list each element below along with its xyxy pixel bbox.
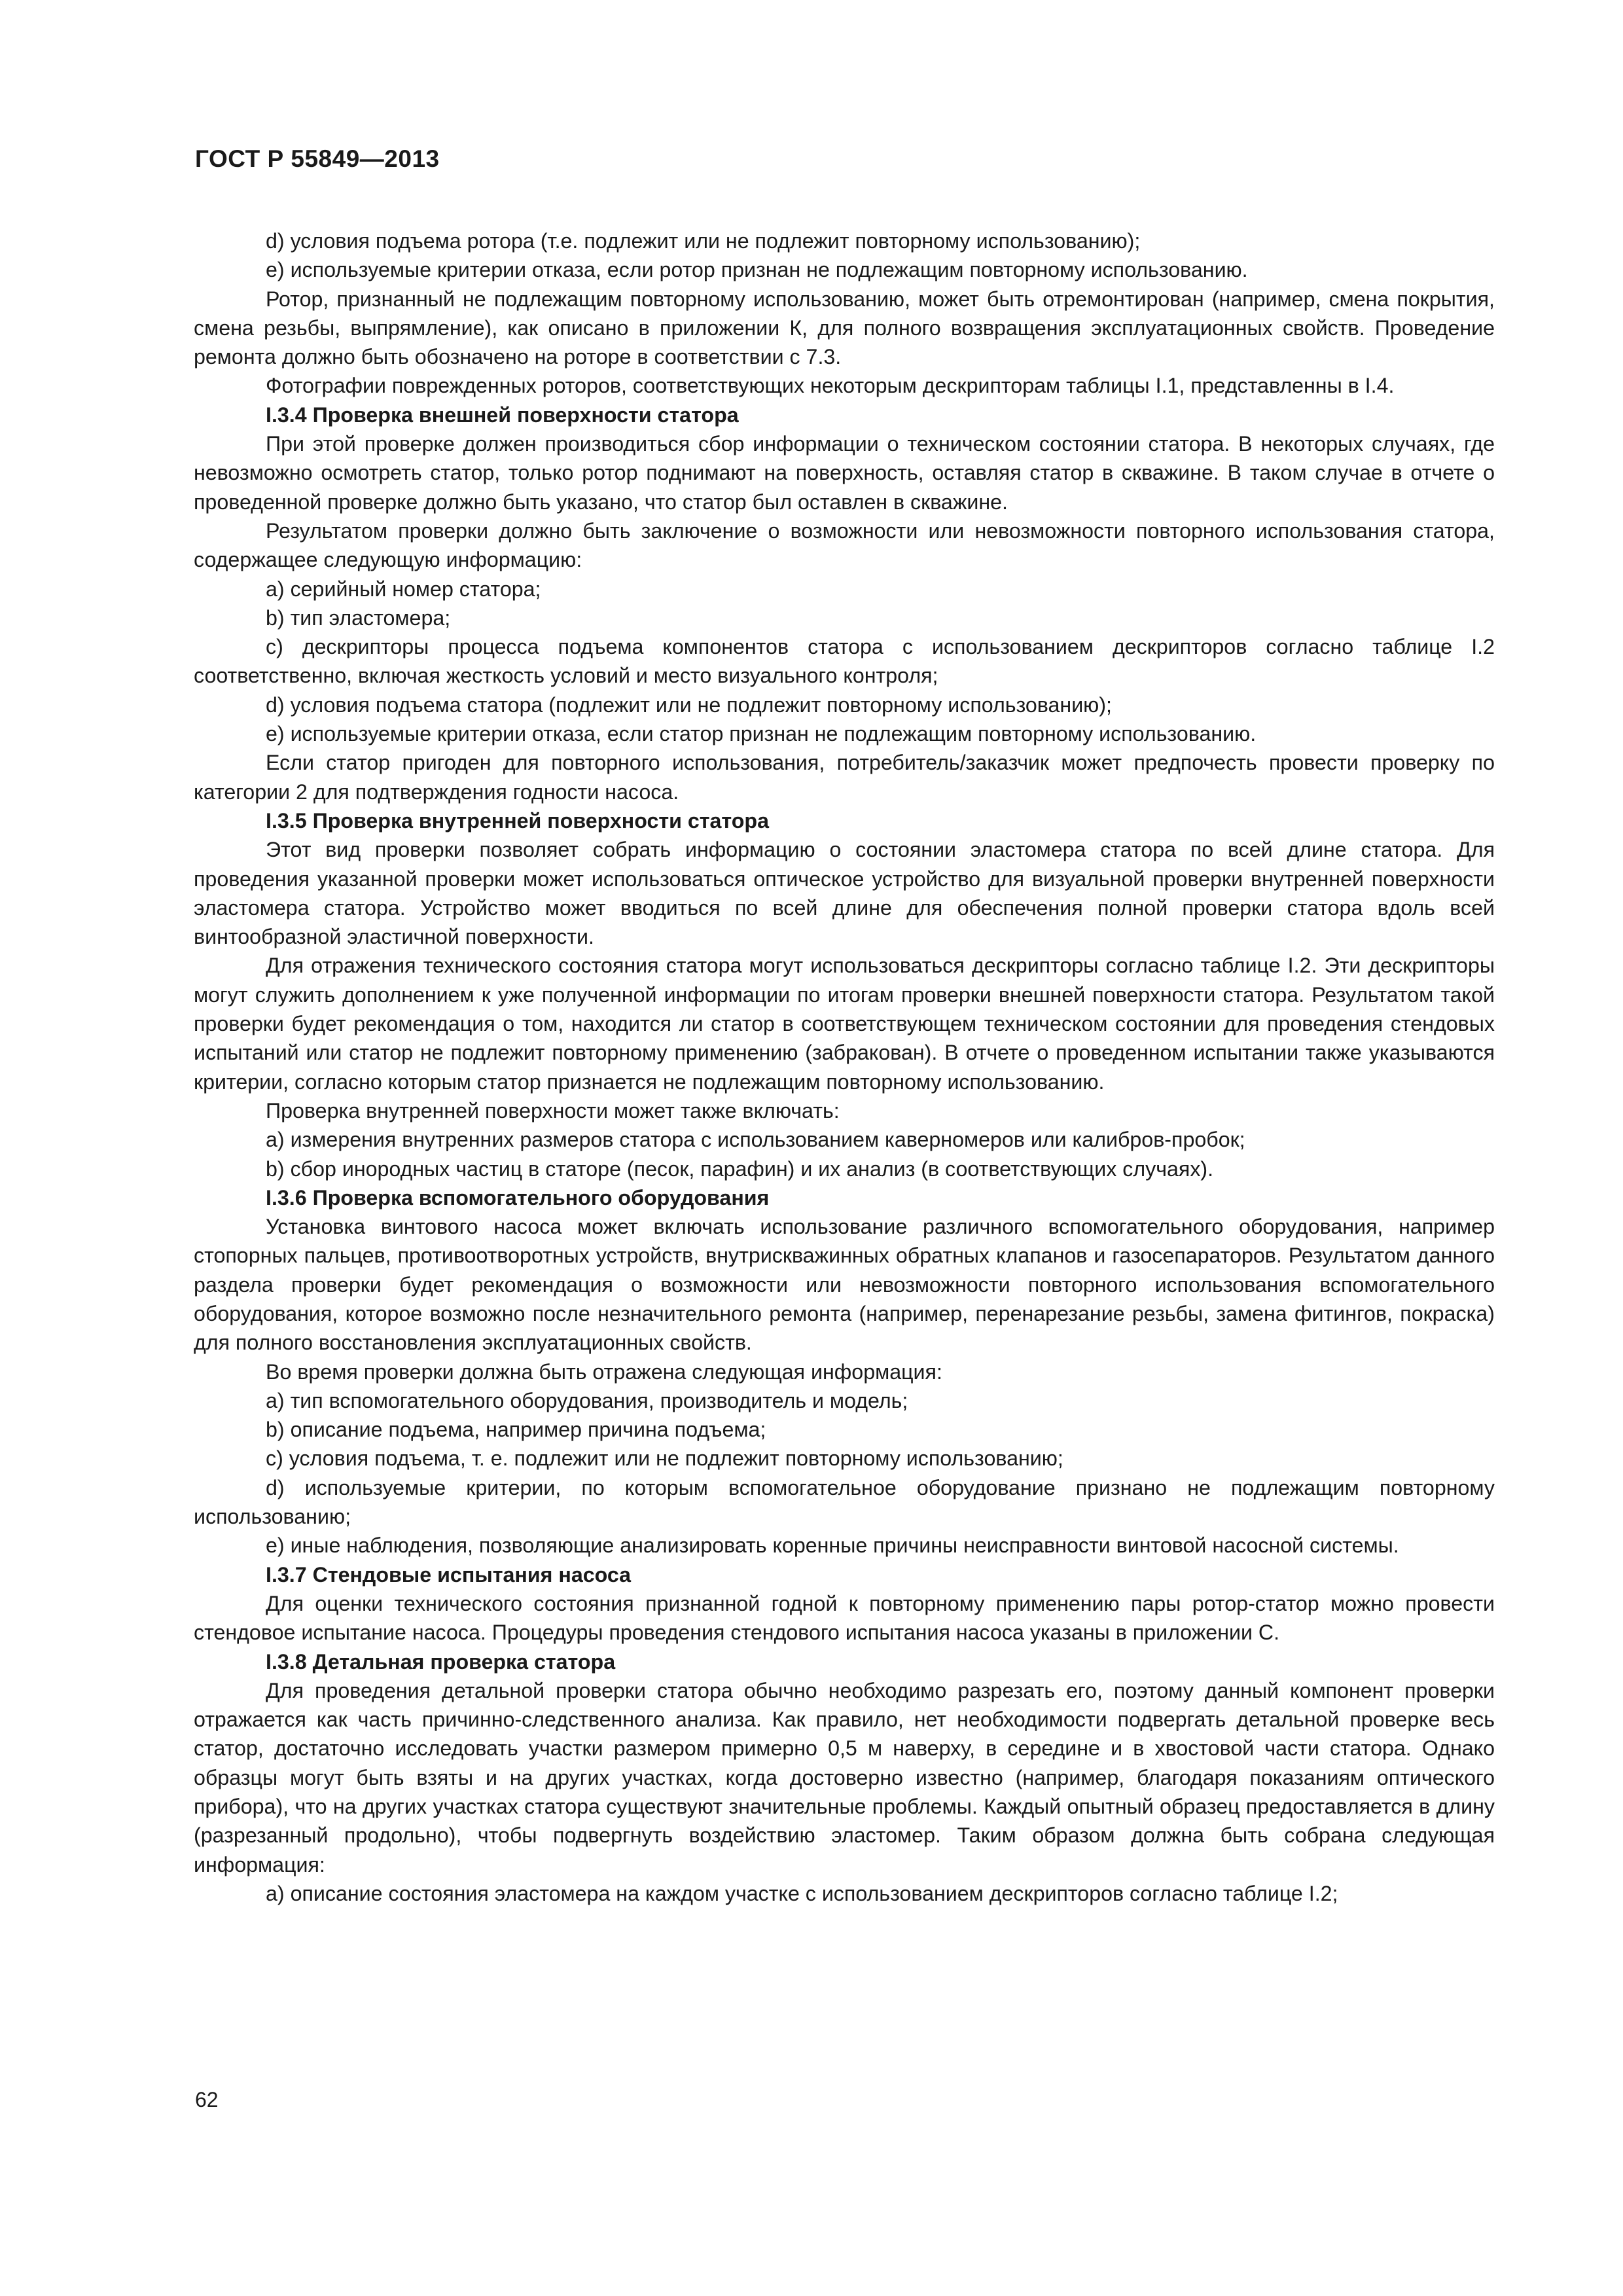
paragraph: Этот вид проверки позволяет собрать информацию о состоянии эластомера статора по всей длине статора. Для проведения указанной проверки может использоваться оптическое устройство для визуальной проверки внутренней поверхности эластомера статора. Устройство может вводиться по всей длине для обеспечения полной проверки статора вдоль всей винтообразной эластичной поверхности. xyxy=(194,838,1495,949)
paragraph: c) условия подъема, т. е. подлежит или не подлежит повторному использованию; xyxy=(266,1446,1063,1471)
standard-header: ГОСТ Р 55849—2013 xyxy=(195,145,440,172)
paragraph: Для проведения детальной проверки статора обычно необходимо разрезать его, поэтому данный компонент проверки отражается как часть причинно-следственного анализа. Как правило, нет необходимости подвергать детальной проверке весь статор, достаточно исследовать участки размером примерно 0,5 м наверху, в середине и в хвостовой части статора. Однако образцы могут быть взяты и на других участках, когда достоверно известно (например, благодаря показаниям оптического прибора), что на других участках статора существуют значительные проблемы. Каждый опытный образец предоставляется в длину (разрезанный продольно), чтобы подвергнуть воздействию эластомер. Таким образом должна быть собрана следующая информация: xyxy=(194,1678,1495,1876)
paragraph: d) используемые критерии, по которым вспомогательное оборудование признано не подлежащим повторному использованию; xyxy=(194,1475,1495,1529)
paragraph: Ротор, признанный не подлежащим повторному использованию, может быть отремонтирован (например, смена покрытия, смена резьбы, выпрямление), как описано в приложении К, для полного возвращения эксплуатационных свойств. Проведение ремонта должно быть обозначено на роторе в соответствии с 7.3. xyxy=(194,287,1495,369)
paragraph: Если статор пригоден для повторного использования, потребитель/заказчик может предпочесть провести проверку по категории 2 для подтверждения годности насоса. xyxy=(194,751,1495,804)
section-heading: I.3.4 Проверка внешней поверхности статора xyxy=(266,403,739,427)
paragraph: При этой проверке должен производиться сбор информации о техническом состоянии статора. В некоторых случаях, где невозможно осмотреть статор, только ротор поднимают на поверхность, оставляя статор в скважине. В таком случае в отчете о проведенной проверке должно быть указано, что статор был оставлен в скважине. xyxy=(194,432,1495,514)
paragraph: Установка винтового насоса может включать использование различного вспомогательного оборудования, например стопорных пальцев, противоотворотных устройств, внутрискважинных обратных клапанов и газосепараторов. Результатом данного раздела проверки будет рекомендация о возможности или невозможности повторного использования вспомогательного оборудования, которое возможно после незначительного ремонта (например, перенарезание резьбы, замена фитингов, покраска) для полного восстановления эксплуатационных свойств. xyxy=(194,1215,1495,1355)
page-number: 62 xyxy=(195,2088,219,2111)
paragraph: Проверка внутренней поверхности может также включать: xyxy=(266,1098,840,1122)
paragraph: Во время проверки должна быть отражена следующая информация: xyxy=(266,1359,942,1384)
paragraph: b) тип эластомера; xyxy=(266,605,451,630)
paragraph: d) условия подъема статора (подлежит или не подлежит повторному использованию); xyxy=(266,692,1112,717)
paragraph: Фотографии поврежденных роторов, соответствующих некоторым дескрипторам таблицы I.1, представленны в I.4. xyxy=(266,374,1395,398)
paragraph: Для оценки технического состояния признанной годной к повторному применению пары ротор-статор можно провести стендовое испытание насоса. Процедуры проведения стендового испытания насоса указаны в приложении С. xyxy=(194,1591,1495,1645)
section-heading: I.3.6 Проверка вспомогательного оборудования xyxy=(266,1185,770,1210)
paragraph: a) описание состояния эластомера на каждом участке с использованием дескрипторов согласно таблице I.2; xyxy=(266,1881,1338,1905)
paragraph: Для отражения технического состояния статора могут использоваться дескрипторы согласно таблице I.2. Эти дескрипторы могут служить дополнением к уже полученной информации по итогам проверки внешней поверхности статора. Результатом такой проверки будет рекомендация о том, находится ли статор в соответствующем техническом состоянии для проведения стендовых испытаний или статор не подлежит повторному применению (забракован). В отчете о проведенном испытании также указываются критерии, согласно которым статор признается не подлежащим повторному использованию. xyxy=(194,954,1495,1094)
section-heading: I.3.5 Проверка внутренней поверхности статора xyxy=(266,808,769,833)
section-heading: I.3.8 Детальная проверка статора xyxy=(266,1649,616,1674)
paragraph: c) дескрипторы процесса подъема компонентов статора с использованием дескрипторов согласно таблице I.2 соответственно, включая жесткость условий и место визуального контроля; xyxy=(194,635,1495,688)
paragraph: a) серийный номер статора; xyxy=(266,577,541,601)
paragraph: d) условия подъема ротора (т.е. подлежит или не подлежит повторному использованию); xyxy=(266,229,1141,253)
paragraph: e) используемые критерии отказа, если ротор признан не подлежащим повторному использованию. xyxy=(266,258,1248,282)
paragraph: b) описание подъема, например причина подъема; xyxy=(266,1418,766,1442)
paragraph: a) измерения внутренних размеров статора с использованием каверномеров или калибров-пробок; xyxy=(266,1128,1245,1152)
document-body xyxy=(194,226,1495,1908)
paragraph: a) тип вспомогательного оборудования, производитель и модель; xyxy=(266,1388,908,1412)
paragraph: b) сбор инородных частиц в статоре (песок, парафин) и их анализ (в соответствующих случаях). xyxy=(266,1157,1214,1181)
section-heading: I.3.7 Стендовые испытания насоса xyxy=(266,1562,632,1587)
paragraph: e) иные наблюдения, позволяющие анализировать коренные причины неисправности винтовой насосной системы. xyxy=(266,1534,1399,1558)
paragraph: e) используемые критерии отказа, если статор признан не подлежащим повторному использованию. xyxy=(266,722,1257,746)
paragraph: Результатом проверки должно быть заключение о возможности или невозможности повторного использования статора, содержащее следующую информацию: xyxy=(194,518,1495,572)
